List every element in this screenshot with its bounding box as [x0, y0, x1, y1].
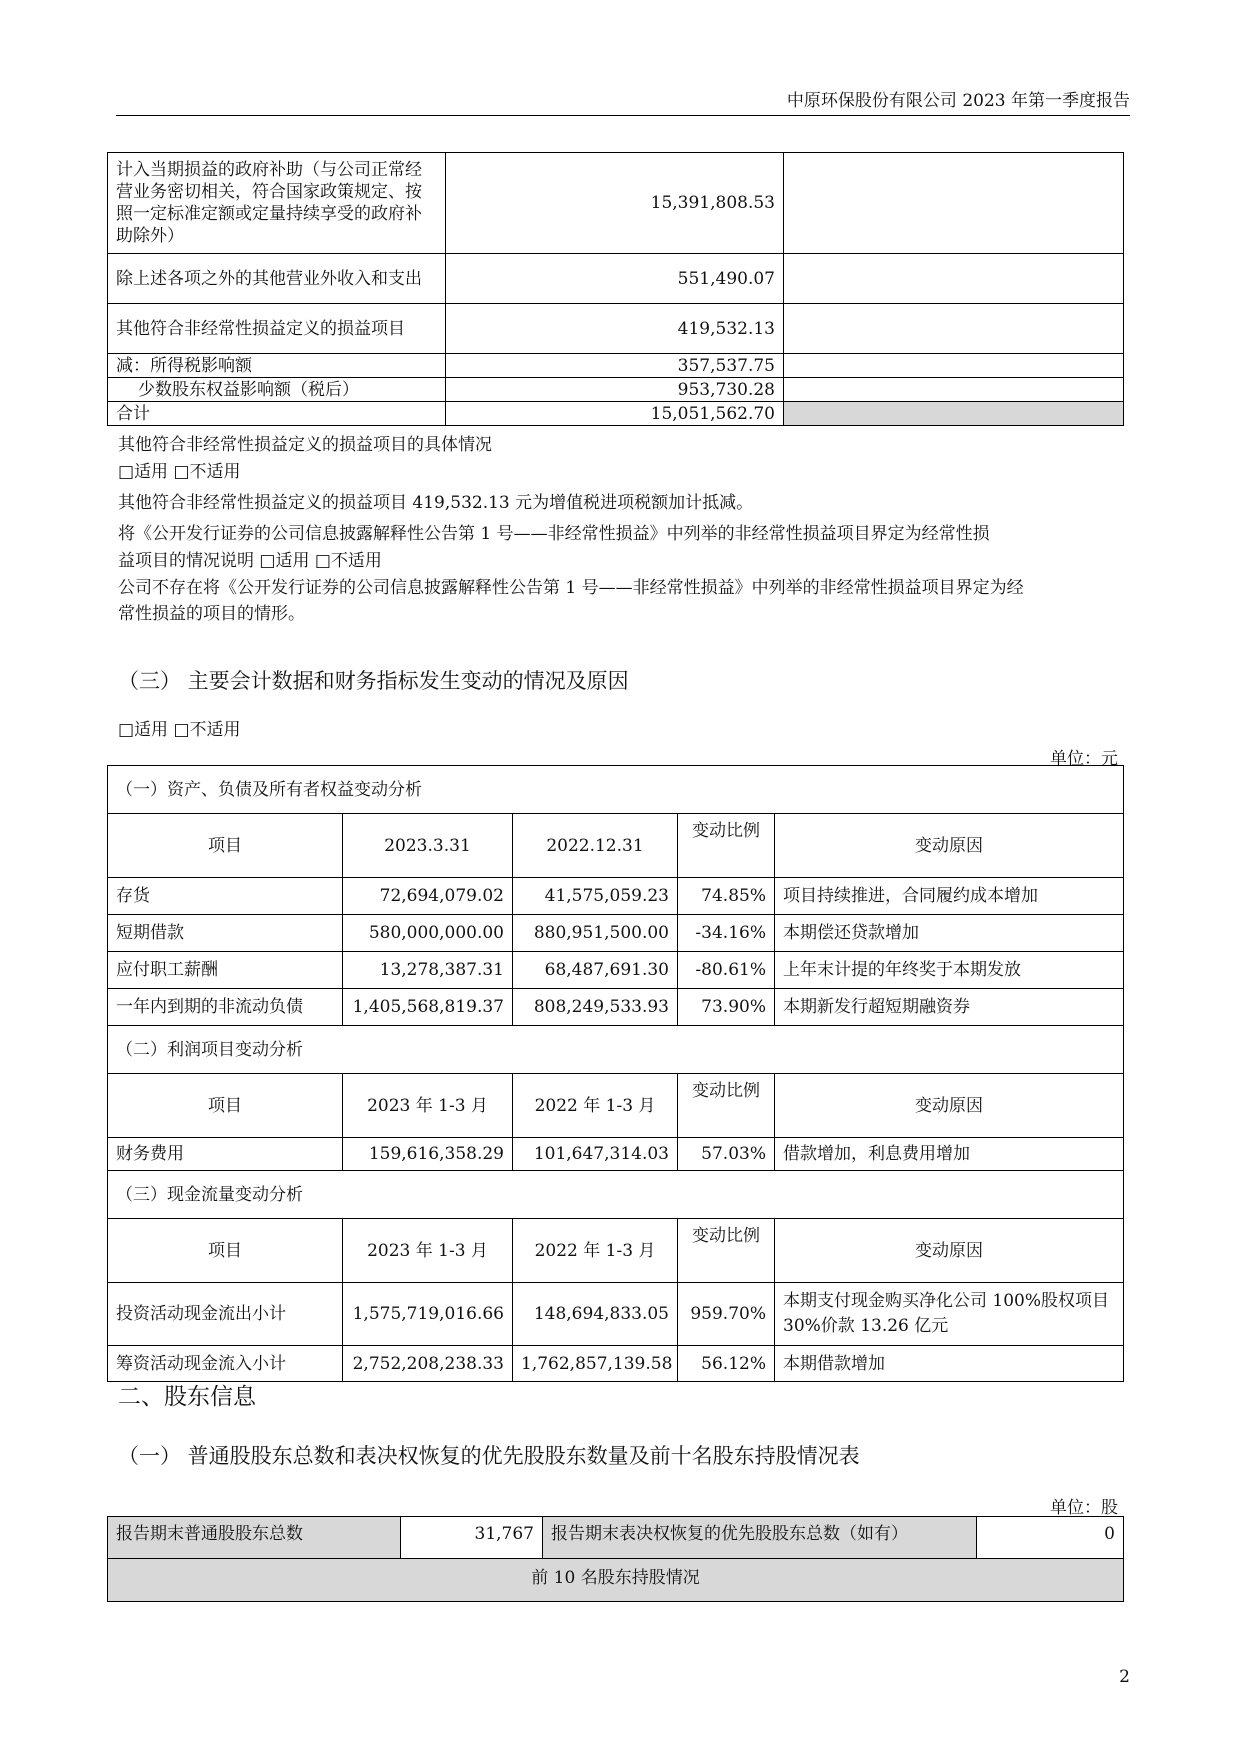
table-row: [108, 354, 1124, 378]
total-row: [108, 402, 1124, 426]
section3-heading: （三） 主要会计数据和财务指标发生变动的情况及原因: [118, 669, 629, 693]
section-title: （三）现金流量变动分析: [108, 1171, 1124, 1219]
applicability-line-1: [118, 459, 241, 485]
pct-cell: 56.12%: [678, 1346, 775, 1382]
note-cell: [784, 378, 1124, 402]
checkbox-empty-icon: □: [259, 551, 276, 571]
reason-cell: 本期支付现金购买净化公司 100%股权项目 30%价款 13.26 亿元: [775, 1283, 1124, 1346]
pct-cell: 959.70%: [678, 1283, 775, 1346]
item-cell: 计入当期损益的政府补助（与公司正常经营业务密切相关，符合国家政策规定、按照一定标准定额或定量持续享受的政府补助除外）: [108, 153, 446, 254]
note-paragraph-4-line1: 将《公开发行证券的公司信息披露解释性公告第 1 号——非经常性损益》中列举的非经常性损益项目界定为经常性损: [118, 524, 990, 544]
total-holders-value: 31,767: [401, 1517, 543, 1559]
preferred-holders-label: 报告期末表决权恢复的优先股股东总数（如有）: [543, 1517, 977, 1559]
header-cell: 项目: [108, 814, 343, 878]
unit-label: 单位：元: [1050, 749, 1118, 769]
note-cell: [784, 254, 1124, 304]
explanation-prefix: 益项目的情况说明: [118, 551, 254, 571]
note-cell: [784, 153, 1124, 254]
item-cell: 存货: [108, 878, 343, 915]
section3-applicability: [118, 717, 241, 743]
table-row: [108, 1559, 1124, 1602]
table-row: [108, 989, 1124, 1026]
value-cell: 808,249,533.93: [513, 989, 678, 1026]
table-row: [108, 378, 1124, 402]
reason-cell: 本期偿还贷款增加: [775, 915, 1124, 952]
amount-cell: 419,532.13: [446, 304, 784, 354]
header-row: [108, 814, 1124, 878]
table-row: [108, 878, 1124, 915]
total-holders-label: 报告期末普通股股东总数: [108, 1517, 401, 1559]
pct-cell: -34.16%: [678, 915, 775, 952]
value-cell: 159,616,358.29: [343, 1138, 513, 1171]
value-cell: 148,694,833.05: [513, 1283, 678, 1346]
reason-cell: 项目持续推进，合同履约成本增加: [775, 878, 1124, 915]
section-title-row: [108, 1026, 1124, 1074]
item-cell: 财务费用: [108, 1138, 343, 1171]
checkbox-empty-icon: □: [173, 462, 190, 482]
section-title-row: [108, 766, 1124, 814]
not-applicable-label: 不适用: [189, 462, 241, 482]
amount-cell: 551,490.07: [446, 254, 784, 304]
amount-cell: 357,537.75: [446, 354, 784, 378]
pct-cell: 57.03%: [678, 1138, 775, 1171]
header-cell: 变动比例: [678, 814, 775, 878]
item-cell: 合计: [108, 402, 446, 426]
reason-cell: 借款增加，利息费用增加: [775, 1138, 1124, 1171]
amount-cell: 15,391,808.53: [446, 153, 784, 254]
pct-cell: -80.61%: [678, 952, 775, 989]
item-cell: 其他符合非经常性损益定义的损益项目: [108, 304, 446, 354]
value-cell: 1,575,719,016.66: [343, 1283, 513, 1346]
table-row: [108, 254, 1124, 304]
table-row: [108, 1283, 1124, 1346]
note-paragraph-4-line2: [118, 548, 382, 574]
preferred-holders-value: 0: [977, 1517, 1124, 1559]
header-row: [108, 1219, 1124, 1283]
checkbox-checked-icon: □: [118, 720, 135, 740]
item-cell: 除上述各项之外的其他营业外收入和支出: [108, 254, 446, 304]
applicable-label: 适用: [134, 720, 169, 740]
header-cell: 变动原因: [775, 1219, 1124, 1283]
top10-title: 前 10 名股东持股情况: [108, 1559, 1124, 1602]
change-analysis-table: [107, 765, 1124, 1382]
amount-cell: 953,730.28: [446, 378, 784, 402]
checkbox-empty-icon: □: [173, 720, 190, 740]
note-paragraph-3: 其他符合非经常性损益定义的损益项目 419,532.13 元为增值税进项税额加计抵减。: [118, 493, 754, 513]
reason-cell: 上年末计提的年终奖于本期发放: [775, 952, 1124, 989]
header-cell: 2022 年 1-3 月: [513, 1219, 678, 1283]
note-cell: [784, 304, 1124, 354]
shareholder-table: [107, 1516, 1124, 1602]
checkbox-checked-icon: □: [314, 551, 331, 571]
value-cell: 68,487,691.30: [513, 952, 678, 989]
note-paragraph-5-line2: 常性损益的项目的情形。: [118, 604, 305, 624]
section-title: （一）资产、负债及所有者权益变动分析: [108, 766, 1124, 814]
header-cell: 变动比例: [678, 1074, 775, 1138]
note-cell: [784, 354, 1124, 378]
pct-cell: 73.90%: [678, 989, 775, 1026]
reason-cell: 本期借款增加: [775, 1346, 1124, 1382]
note-cell: [784, 402, 1124, 426]
header-cell: 2022 年 1-3 月: [513, 1074, 678, 1138]
not-applicable-label: 不适用: [330, 551, 382, 571]
header-cell: 2023 年 1-3 月: [343, 1074, 513, 1138]
applicable-label: 适用: [134, 462, 169, 482]
header-cell: 项目: [108, 1219, 343, 1283]
value-cell: 41,575,059.23: [513, 878, 678, 915]
shareholder-heading: 二、股东信息: [118, 1384, 256, 1410]
item-cell: 少数股东权益影响额（税后）: [108, 378, 446, 402]
header-cell: 项目: [108, 1074, 343, 1138]
value-cell: 2,752,208,238.33: [343, 1346, 513, 1382]
table-row: [108, 153, 1124, 254]
header-rule: [116, 115, 1130, 116]
item-cell: 短期借款: [108, 915, 343, 952]
header-cell: 2023 年 1-3 月: [343, 1219, 513, 1283]
header-cell: 变动比例: [678, 1219, 775, 1283]
header-cell: 2023.3.31: [343, 814, 513, 878]
checkbox-checked-icon: □: [118, 462, 135, 482]
value-cell: 1,405,568,819.37: [343, 989, 513, 1026]
header-cell: 2022.12.31: [513, 814, 678, 878]
table-row: [108, 1517, 1124, 1559]
header-row: [108, 1074, 1124, 1138]
shareholder-unit-label: 单位：股: [1050, 1498, 1118, 1518]
value-cell: 101,647,314.03: [513, 1138, 678, 1171]
section-title: （二）利润项目变动分析: [108, 1026, 1124, 1074]
note-paragraph-5-line1: 公司不存在将《公开发行证券的公司信息披露解释性公告第 1 号——非经常性损益》中列举的非经常性损益项目界定为经: [118, 578, 1024, 598]
item-cell: 减：所得税影响额: [108, 354, 446, 378]
item-cell: 筹资活动现金流入小计: [108, 1346, 343, 1382]
table-row: [108, 952, 1124, 989]
pct-cell: 74.85%: [678, 878, 775, 915]
page-header-title: 中原环保股份有限公司 2023 年第一季度报告: [786, 91, 1130, 111]
value-cell: 580,000,000.00: [343, 915, 513, 952]
value-cell: 1,762,857,139.58: [513, 1346, 678, 1382]
table-row: [108, 1346, 1124, 1382]
amount-cell: 15,051,562.70: [446, 402, 784, 426]
reason-cell: 本期新发行超短期融资券: [775, 989, 1124, 1026]
table-row: [108, 1138, 1124, 1171]
item-cell: 应付职工薪酬: [108, 952, 343, 989]
page-number: 2: [1119, 1667, 1130, 1687]
header-cell: 变动原因: [775, 814, 1124, 878]
nonrecurring-table: [107, 152, 1124, 426]
value-cell: 72,694,079.02: [343, 878, 513, 915]
header-cell: 变动原因: [775, 1074, 1124, 1138]
applicable-label: 适用: [275, 551, 310, 571]
section-title-row: [108, 1171, 1124, 1219]
not-applicable-label: 不适用: [189, 720, 241, 740]
shareholder-subheading: （一） 普通股股东总数和表决权恢复的优先股股东数量及前十名股东持股情况表: [118, 1444, 860, 1468]
table-row: [108, 915, 1124, 952]
item-cell: 投资活动现金流出小计: [108, 1283, 343, 1346]
table-row: [108, 304, 1124, 354]
item-cell: 一年内到期的非流动负债: [108, 989, 343, 1026]
value-cell: 880,951,500.00: [513, 915, 678, 952]
note-paragraph-1: 其他符合非经常性损益定义的损益项目的具体情况: [118, 435, 492, 455]
value-cell: 13,278,387.31: [343, 952, 513, 989]
